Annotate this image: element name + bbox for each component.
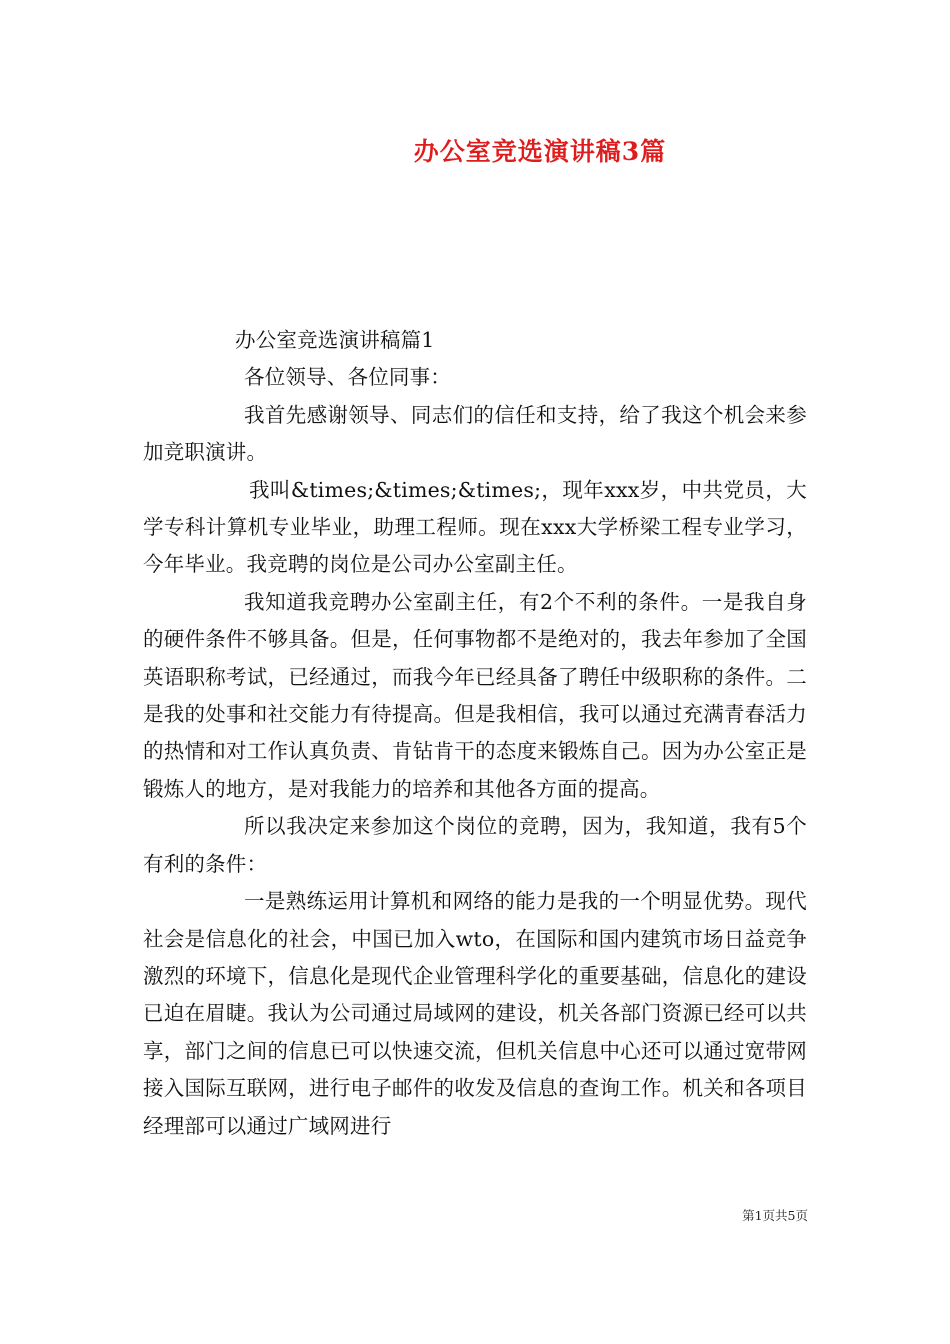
document-title: 办公室竞选演讲稿3篇 xyxy=(413,137,667,166)
document-body xyxy=(143,322,807,1145)
body-paragraph: 所以我决定来参加这个岗位的竞聘，因为，我知道，我有5个有利的条件： xyxy=(143,814,807,876)
body-paragraph: 我叫&times;&times;&times;，现年xxx岁，中共党员，大学专科计算机专业毕业，助理工程师。现在xxx大学桥梁工程专业学习，今年毕业。我竞聘的岗位是公司办公室副主任。 xyxy=(143,477,807,577)
body-paragraph: 我首先感谢领导、同志们的信任和支持，给了我这个机会来参加竞职演讲。 xyxy=(143,402,807,465)
salutation: 各位领导、各位同事： xyxy=(244,365,451,390)
section-heading: 办公室竞选演讲稿篇1 xyxy=(235,328,435,352)
body-paragraph: 一是熟练运用计算机和网络的能力是我的一个明显优势。现代社会是信息化的社会，中国已加入wto，在国际和国内建筑市场日益竞争激烈的环境下，信息化是现代企业管理科学化的重要基础，信息化的建设已迫在眉睫。我认为公司通过局域网的建设，机关各部门资源已经可以共享，部门之间的信息已可以快速交流，但机关信息中心还可以通过宽带网接入国际互联网，进行电子邮件的收发及信息的查询工作。机关和各项目经理部可以通过广域网进行 xyxy=(143,889,807,1138)
body-paragraph: 我知道我竞聘办公室副主任，有2个不利的条件。一是我自身的硬件条件不够具备。但是，任何事物都不是绝对的，我去年参加了全国英语职称考试，已经通过，而我今年已经具备了聘任中级职称的条件。二是我的处事和社交能力有待提高。但是我相信，我可以通过充满青春活力的热情和对工作认真负责、肯钻肯干的态度来锻炼自己。因为办公室正是锻炼人的地方，是对我能力的培养和其他各方面的提高。 xyxy=(143,589,807,801)
page-number-footer: 第1页共5页 xyxy=(742,1208,808,1223)
